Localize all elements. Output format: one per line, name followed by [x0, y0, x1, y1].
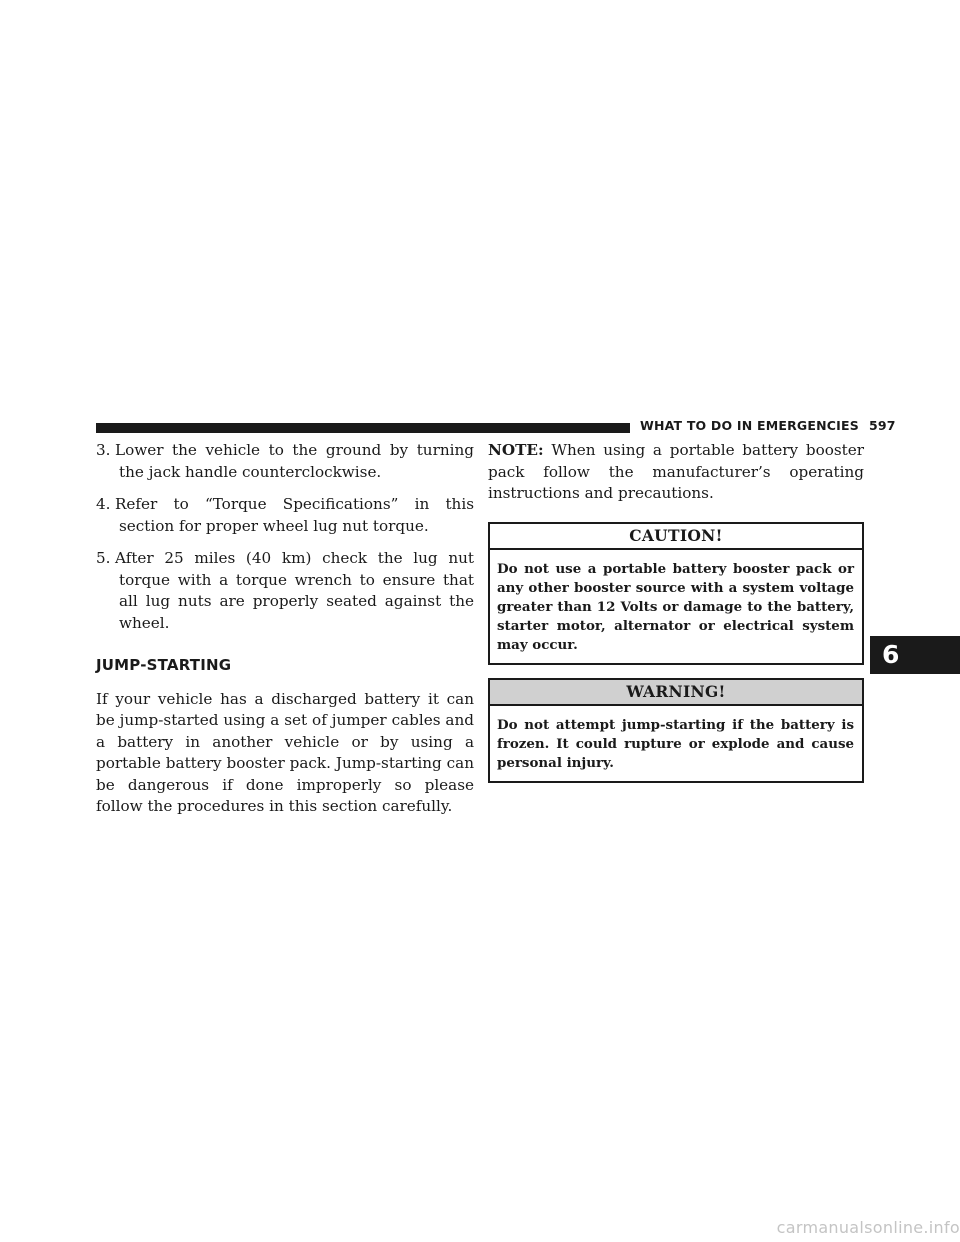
- list-item-text: Lower the vehicle to the ground by turning the jack handle counterclockwise.: [115, 441, 474, 481]
- note-paragraph: [488, 440, 864, 505]
- watermark: carmanualsonline.info: [776, 1218, 960, 1237]
- chapter-tab: 6: [870, 636, 960, 674]
- warning-title: WARNING!: [490, 680, 862, 706]
- header-section-title: WHAT TO DO IN EMERGENCIES: [640, 418, 859, 433]
- body-paragraph: If your vehicle has a discharged battery it can be jump-started using a set of jumper cables and a battery in another vehicle or by using a portable battery booster pack. Jump-starting can be dangerous if done improperly so please follow the procedures in this section carefully.: [96, 689, 474, 815]
- warning-text: Do not attempt jump-starting if the battery is frozen. It could rupture or explode and cause personal injury.: [497, 716, 854, 771]
- right-column: [488, 440, 864, 783]
- page-number: 597: [868, 418, 896, 433]
- list-item: [96, 548, 474, 634]
- list-item-number: 4.: [96, 495, 111, 513]
- list-item-number: 3.: [96, 441, 111, 459]
- list-item-text: After 25 miles (40 km) check the lug nut torque with a torque wrench to ensure that all lug nuts are properly seated against the wheel.: [115, 549, 474, 632]
- caution-box: [488, 522, 864, 665]
- section-heading: JUMP-STARTING: [96, 656, 232, 674]
- note-text: When using a portable battery booster pack follow the manufacturer’s operating instructions and precautions.: [488, 441, 865, 502]
- list-item-text: Refer to “Torque Specifications” in this section for proper wheel lug nut torque.: [115, 495, 474, 535]
- note-label: NOTE:: [488, 441, 544, 459]
- caution-title: CAUTION!: [490, 524, 862, 550]
- running-header: [640, 418, 896, 433]
- list-item-number: 5.: [96, 549, 111, 567]
- warning-box: [488, 678, 864, 783]
- left-column: [96, 440, 474, 818]
- list-item: [96, 494, 474, 537]
- caution-text: Do not use a portable battery booster pack or any other booster source with a system voltage greater than 12 Volts or damage to the battery, starter motor, alternator or electrical system may occur.: [497, 560, 854, 653]
- list-item: [96, 440, 474, 483]
- header-rule: [96, 423, 630, 433]
